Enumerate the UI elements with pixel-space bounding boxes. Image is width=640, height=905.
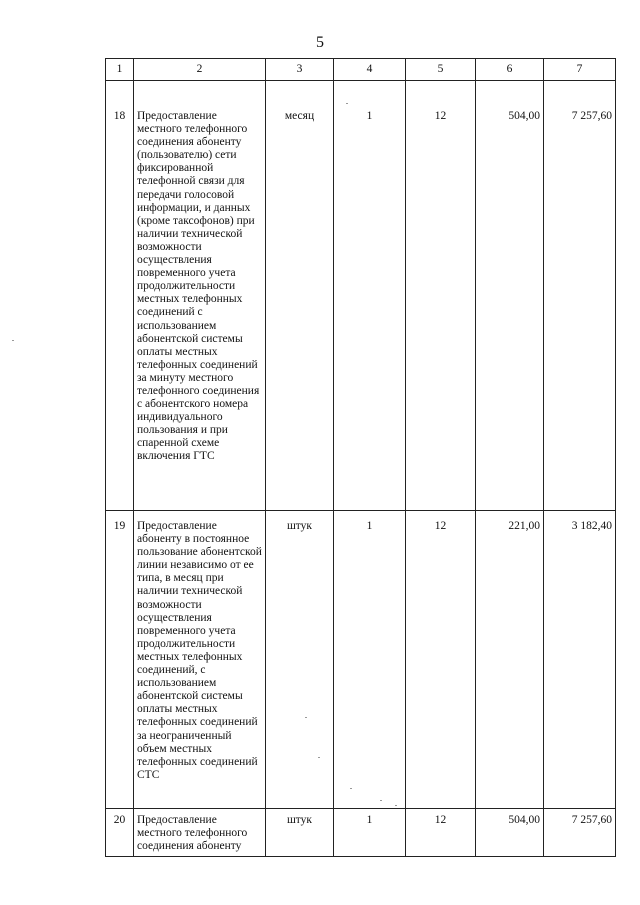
quantity-cell: 1 (334, 809, 406, 857)
scan-speck (12, 340, 14, 341)
scan-speck (318, 757, 320, 758)
quantity-cell: 1 (334, 511, 406, 809)
scan-speck (346, 103, 348, 104)
price-cell: 504,00 (476, 81, 544, 511)
service-description: Предоставление местного телефонного соединения абоненту (134, 809, 266, 857)
service-description: Предоставление местного телефонного соединения абоненту (пользователю) сети фиксированной телефонной связи для передачи голосовой информации, и данных (кроме таксофонов) при наличии технической возможности осуществления повременного учета продолжительности местных телефонных соединений с использованием абонентской системы оплаты местных телефонных соединений за минуту местного телефонного соединения с абонентского номера индивидуального пользования и при спаренной схеме включения ГТС (134, 81, 266, 511)
price-cell: 221,00 (476, 511, 544, 809)
table-row (106, 809, 616, 857)
column-header: 3 (266, 59, 334, 81)
unit-cell: штук (266, 511, 334, 809)
row-number: 20 (106, 809, 134, 857)
column-header: 6 (476, 59, 544, 81)
table-row (106, 511, 616, 809)
service-description: Предоставление абоненту в постоянное пользование абонентской линии независимо от ее типа, в месяц при наличии технической возможности осуществления повременного учета продолжительности местных телефонных соединений, с использованием абонентской системы оплаты местных телефонных соединений за неограниченный объем местных телефонных соединений СТС (134, 511, 266, 809)
scan-speck (305, 717, 307, 718)
row-number: 18 (106, 81, 134, 511)
column-header: 1 (106, 59, 134, 81)
scan-speck (395, 805, 397, 806)
scan-speck (380, 800, 382, 801)
total-cell: 3 182,40 (544, 511, 616, 809)
unit-cell: месяц (266, 81, 334, 511)
total-cell: 7 257,60 (544, 809, 616, 857)
table-row (106, 81, 616, 511)
months-cell: 12 (406, 511, 476, 809)
months-cell: 12 (406, 809, 476, 857)
scan-speck (350, 788, 352, 789)
total-cell: 7 257,60 (544, 81, 616, 511)
column-header: 4 (334, 59, 406, 81)
page-number: 5 (316, 34, 324, 51)
column-header: 7 (544, 59, 616, 81)
price-cell: 504,00 (476, 809, 544, 857)
column-header: 5 (406, 59, 476, 81)
table-header-row (106, 59, 616, 81)
unit-cell: штук (266, 809, 334, 857)
quantity-cell: 1 (334, 81, 406, 511)
months-cell: 12 (406, 81, 476, 511)
row-number: 19 (106, 511, 134, 809)
column-header: 2 (134, 59, 266, 81)
tariff-table (105, 58, 616, 857)
